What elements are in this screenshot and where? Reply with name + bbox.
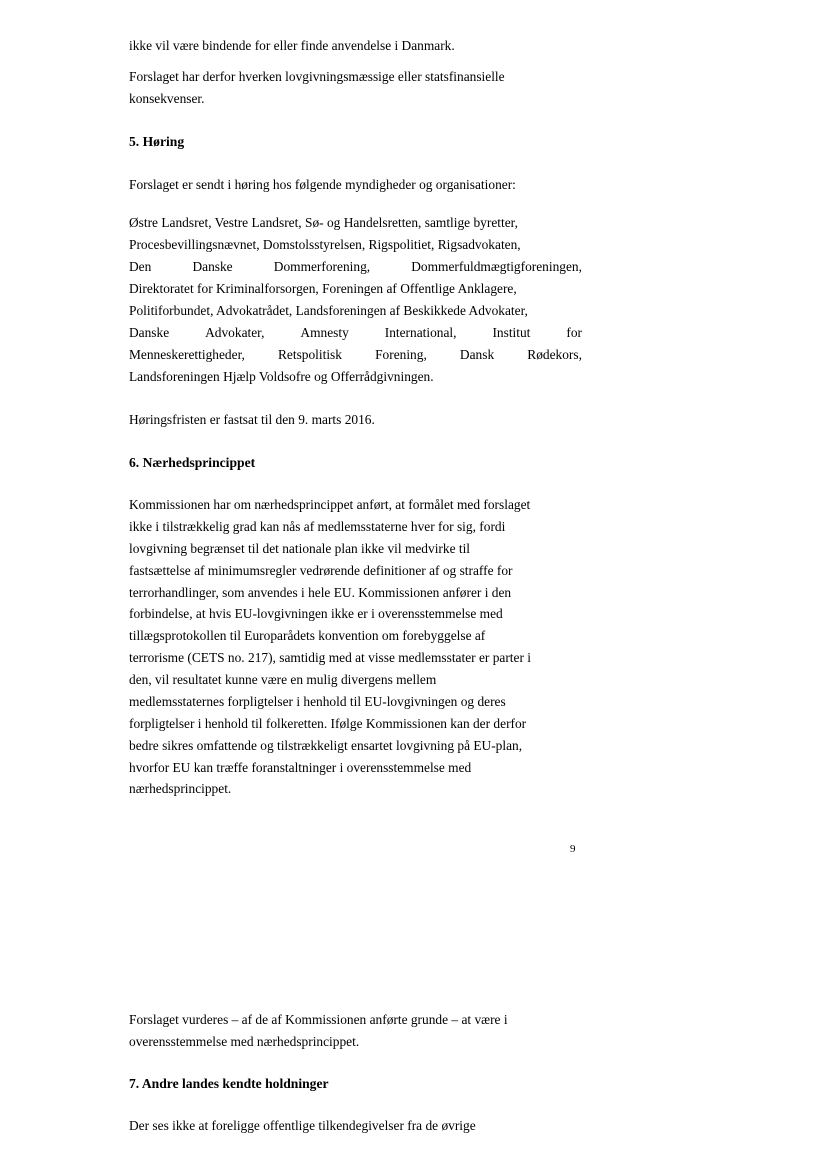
body-text-line: fastsættelse af minimumsregler vedrørende definitioner af og straffe for [129, 563, 513, 578]
section-heading-7: 7. Andre landes kendte holdninger [129, 1076, 329, 1091]
body-text-line: ikke vil være bindende for eller finde anvendelse i Danmark. [129, 38, 455, 53]
word: Retspolitisk [277, 347, 342, 362]
body-text-line: ikke i tilstrækkelig grad kan nås af medlemsstaterne hver for sig, fordi [129, 519, 506, 534]
word: Dommerforening, [273, 259, 371, 274]
word: Forening, [375, 347, 427, 362]
body-text-line: Forslaget er sendt i høring hos følgende myndigheder og organisationer: [129, 177, 516, 192]
consultee-justified-line [129, 347, 582, 363]
body-text-line: bedre sikres omfattende og tilstrækkeligt ensartet lovgivning på EU-plan, [129, 738, 523, 753]
consultee-justified-line [129, 259, 582, 275]
word: Menneskerettigheder, [129, 347, 245, 362]
consultee-line: Politiforbundet, Advokatrådet, Landsforeningen af Beskikkede Advokater, [129, 303, 528, 318]
page-number: 9 [570, 843, 576, 855]
word: Dommerfuldmægtigforeningen, [411, 259, 582, 274]
body-text-line: lovgivning begrænset til det nationale plan ikke vil medvirke til [129, 541, 471, 556]
body-text-line: Kommissionen har om nærhedsprincippet anført, at formålet med forslaget [129, 497, 531, 512]
body-text-line: terrorisme (CETS no. 217), samtidig med at visse medlemsstater er parter i [129, 650, 531, 665]
section-heading-5: 5. Høring [129, 134, 185, 149]
body-text-line: overensstemmelse med nærhedsprincippet. [129, 1034, 360, 1049]
body-text-line: forpligtelser i henhold til folkeretten. Ifølge Kommissionen kan der derfor [129, 716, 527, 731]
hearing-deadline: Høringsfristen er fastsat til den 9. marts 2016. [129, 412, 375, 427]
body-text-line: Forslaget har derfor hverken lovgivningsmæssige eller statsfinansielle [129, 69, 505, 84]
word: Den [129, 259, 152, 274]
consultee-line: Landsforeningen Hjælp Voldsofre og Offerrådgivningen. [129, 369, 434, 384]
body-text-line: tillægsprotokollen til Europarådets konvention om forebyggelse af [129, 628, 486, 643]
consultee-line: Østre Landsret, Vestre Landsret, Sø- og Handelsretten, samtlige byretter, [129, 215, 518, 230]
section-heading-6: 6. Nærhedsprincippet [129, 455, 256, 470]
word: Institut [492, 325, 531, 340]
body-text-line: Der ses ikke at foreligge offentlige tilkendegivelser fra de øvrige [129, 1118, 476, 1133]
word: Dansk [459, 347, 495, 362]
body-text-line: konsekvenser. [129, 91, 205, 106]
body-text-line: forbindelse, at hvis EU-lovgivningen ikke er i overensstemmelse med [129, 606, 503, 621]
body-text-line: den, vil resultatet kunne være en mulig divergens mellem [129, 672, 437, 687]
body-text-line: terrorhandlinger, som anvendes i hele EU. Kommissionen anfører i den [129, 585, 512, 600]
word: Danske [192, 259, 233, 274]
body-text-line: Forslaget vurderes – af de af Kommissionen anførte grunde – at være i [129, 1012, 508, 1027]
consultee-justified-line [129, 325, 582, 341]
consultee-line: Procesbevillingsnævnet, Domstolsstyrelsen, Rigspolitiet, Rigsadvokaten, [129, 237, 521, 252]
word: Amnesty [300, 325, 349, 340]
word: International, [384, 325, 457, 340]
consultee-line: Direktoratet for Kriminalforsorgen, Foreningen af Offentlige Anklagere, [129, 281, 517, 296]
word: for [566, 325, 582, 340]
word: Rødekors, [527, 347, 582, 362]
body-text-line: medlemsstaternes forpligtelser i henhold til EU-lovgivningen og deres [129, 694, 506, 709]
word: Danske [129, 325, 170, 340]
body-text-line: hvorfor EU kan træffe foranstaltninger i overensstemmelse med [129, 760, 472, 775]
body-text-line: nærhedsprincippet. [129, 781, 232, 796]
word: Advokater, [205, 325, 265, 340]
